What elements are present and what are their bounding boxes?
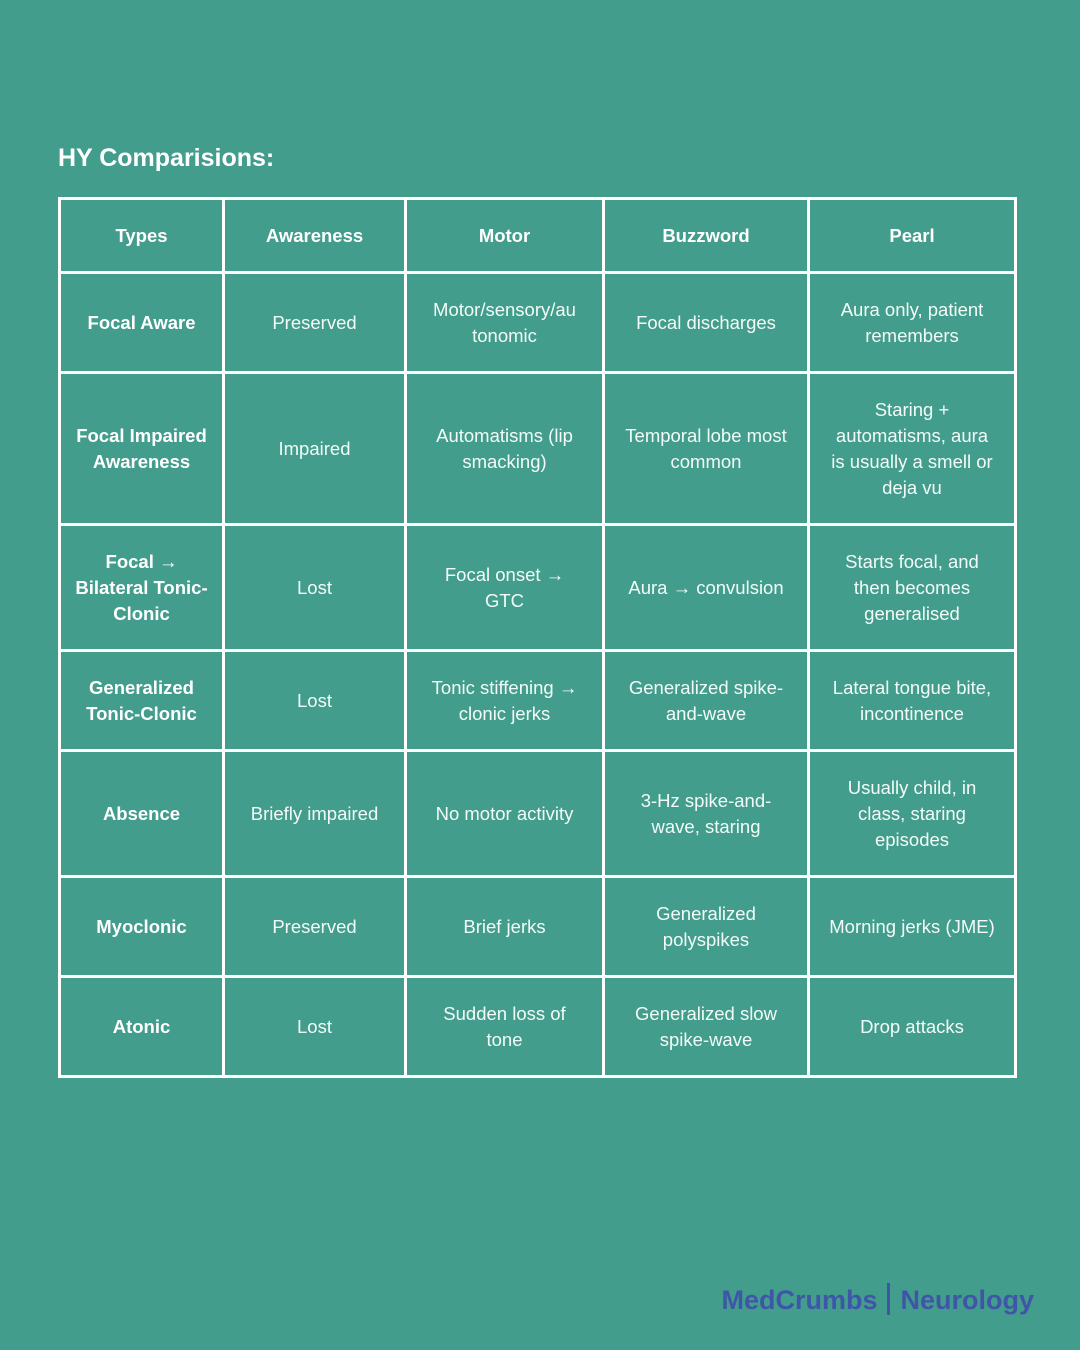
buzzword-cell: Focal discharges (604, 273, 809, 373)
awareness-cell: Lost (224, 651, 406, 751)
motor-cell: No motor activity (406, 751, 604, 877)
awareness-cell: Lost (224, 977, 406, 1077)
buzzword-cell: Aura → convulsion (604, 525, 809, 651)
type-cell: Atonic (60, 977, 224, 1077)
pearl-cell: Starts focal, and then becomes generalised (809, 525, 1016, 651)
buzzword-cell: 3-Hz spike-and-wave, staring (604, 751, 809, 877)
motor-cell: Motor/sensory/au tonomic (406, 273, 604, 373)
footer-brand (721, 1280, 1034, 1320)
pearl-cell: Usually child, in class, staring episodes (809, 751, 1016, 877)
type-cell: Absence (60, 751, 224, 877)
buzzword-cell: Generalized polyspikes (604, 877, 809, 977)
table-row (60, 525, 1016, 651)
motor-cell: Automatisms (lip smacking) (406, 373, 604, 525)
table-row (60, 751, 1016, 877)
table-row (60, 273, 1016, 373)
awareness-cell: Preserved (224, 877, 406, 977)
buzzword-cell: Generalized spike-and-wave (604, 651, 809, 751)
header-pearl: Pearl (809, 199, 1016, 273)
awareness-cell: Lost (224, 525, 406, 651)
table-header-row (60, 199, 1016, 273)
awareness-cell: Preserved (224, 273, 406, 373)
motor-cell: Brief jerks (406, 877, 604, 977)
pearl-cell: Aura only, patient remembers (809, 273, 1016, 373)
header-buzzword: Buzzword (604, 199, 809, 273)
page-title: HY Comparisions: (58, 144, 275, 172)
table-row (60, 373, 1016, 525)
buzzword-cell: Generalized slow spike-wave (604, 977, 809, 1077)
buzzword-cell: Temporal lobe most common (604, 373, 809, 525)
pearl-cell: Staring + automatisms, aura is usually a smell or deja vu (809, 373, 1016, 525)
type-cell: Focal Impaired Awareness (60, 373, 224, 525)
comparison-table (58, 197, 1017, 1078)
type-cell: Focal → Bilateral Tonic-Clonic (60, 525, 224, 651)
header-awareness: Awareness (224, 199, 406, 273)
brand-name: MedCrumbs (721, 1285, 878, 1315)
brand-section: Neurology (900, 1285, 1034, 1315)
pearl-cell: Lateral tongue bite, incontinence (809, 651, 1016, 751)
brand-divider (887, 1283, 890, 1315)
header-motor: Motor (406, 199, 604, 273)
table-row (60, 651, 1016, 751)
table-row (60, 877, 1016, 977)
table-row (60, 977, 1016, 1077)
motor-cell: Sudden loss of tone (406, 977, 604, 1077)
pearl-cell: Morning jerks (JME) (809, 877, 1016, 977)
type-cell: Focal Aware (60, 273, 224, 373)
type-cell: Generalized Tonic-Clonic (60, 651, 224, 751)
awareness-cell: Impaired (224, 373, 406, 525)
motor-cell: Focal onset → GTC (406, 525, 604, 651)
header-types: Types (60, 199, 224, 273)
motor-cell: Tonic stiffening → clonic jerks (406, 651, 604, 751)
awareness-cell: Briefly impaired (224, 751, 406, 877)
type-cell: Myoclonic (60, 877, 224, 977)
pearl-cell: Drop attacks (809, 977, 1016, 1077)
